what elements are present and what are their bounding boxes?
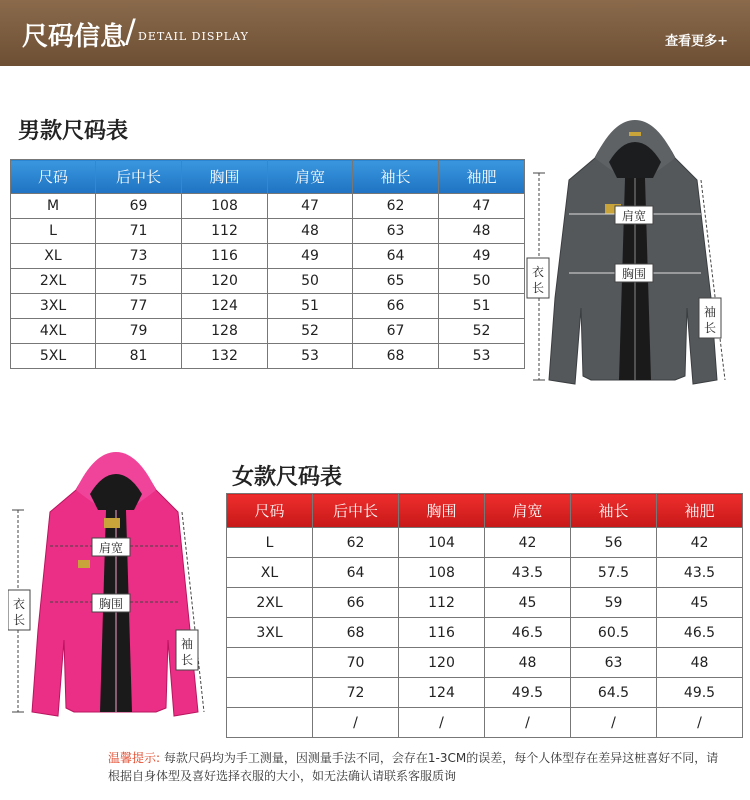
table-cell: 81 (96, 344, 182, 369)
table-row (11, 194, 525, 219)
table-cell: 4XL (11, 319, 96, 344)
table-cell: 68 (313, 618, 399, 648)
table-cell: 108 (399, 558, 485, 588)
table-cell: 47 (439, 194, 525, 219)
note-prefix: 温馨提示: (108, 751, 161, 765)
header-bar (0, 0, 750, 66)
table-cell: L (11, 219, 96, 244)
table-cell: 73 (96, 244, 182, 269)
size-note (108, 749, 728, 785)
table-cell: 42 (657, 528, 743, 558)
table-cell: 43.5 (657, 558, 743, 588)
table-cell: M (11, 194, 96, 219)
table-cell: 49 (439, 244, 525, 269)
table-cell: / (571, 708, 657, 738)
table-row (227, 618, 743, 648)
table-cell: / (485, 708, 571, 738)
table-cell: 63 (353, 219, 439, 244)
table-cell: 64 (353, 244, 439, 269)
women-column-header: 肩宽 (485, 494, 571, 528)
women-column-header: 胸围 (399, 494, 485, 528)
table-cell: 60.5 (571, 618, 657, 648)
men-length-label: 衣 (531, 265, 545, 279)
table-cell: 112 (399, 588, 485, 618)
table-cell: 64.5 (571, 678, 657, 708)
table-cell: 112 (182, 219, 268, 244)
table-cell: 62 (353, 194, 439, 219)
men-jacket-image (525, 118, 740, 390)
men-sleeve-label: 袖 (703, 305, 717, 319)
table-cell: 51 (439, 294, 525, 319)
men-column-header: 袖肥 (439, 160, 525, 194)
table-cell: 53 (268, 344, 353, 369)
table-cell: 72 (313, 678, 399, 708)
table-cell: 46.5 (485, 618, 571, 648)
table-cell: 77 (96, 294, 182, 319)
table-cell: 48 (268, 219, 353, 244)
table-cell: 59 (571, 588, 657, 618)
table-row (227, 648, 743, 678)
table-cell: 3XL (227, 618, 313, 648)
table-cell: 50 (268, 269, 353, 294)
table-row (227, 528, 743, 558)
table-cell: 57.5 (571, 558, 657, 588)
table-cell: 62 (313, 528, 399, 558)
women-column-header: 袖肥 (657, 494, 743, 528)
svg-text:长: 长 (703, 321, 717, 335)
table-cell: XL (11, 244, 96, 269)
table-cell (227, 678, 313, 708)
table-cell: 104 (399, 528, 485, 558)
table-cell: 50 (439, 269, 525, 294)
men-column-header: 后中长 (96, 160, 182, 194)
men-shoulder-label: 肩宽 (621, 209, 647, 223)
svg-text:长: 长 (12, 613, 26, 627)
table-cell: 3XL (11, 294, 96, 319)
women-chest-label: 胸围 (98, 597, 124, 611)
table-cell: 49.5 (485, 678, 571, 708)
men-column-header: 肩宽 (268, 160, 353, 194)
table-cell: / (399, 708, 485, 738)
table-cell: / (657, 708, 743, 738)
table-cell: 49 (268, 244, 353, 269)
table-row (11, 294, 525, 319)
table-row (11, 319, 525, 344)
table-cell: 120 (399, 648, 485, 678)
table-row (11, 344, 525, 369)
table-cell: 43.5 (485, 558, 571, 588)
table-cell: 67 (353, 319, 439, 344)
table-cell: 49.5 (657, 678, 743, 708)
view-more-link[interactable]: 查看更多+ (665, 34, 728, 49)
women-sleeve-label: 袖 (180, 637, 194, 651)
table-row (11, 269, 525, 294)
women-size-title: 女款尺码表 (232, 465, 343, 490)
table-cell: L (227, 528, 313, 558)
table-cell: 66 (353, 294, 439, 319)
table-cell: 69 (96, 194, 182, 219)
table-cell: 64 (313, 558, 399, 588)
table-cell: 70 (313, 648, 399, 678)
svg-text:长: 长 (180, 653, 194, 667)
table-row (227, 588, 743, 618)
table-cell: 124 (399, 678, 485, 708)
table-cell: 42 (485, 528, 571, 558)
men-chest-label: 胸围 (621, 267, 647, 281)
table-cell: 66 (313, 588, 399, 618)
table-cell: 68 (353, 344, 439, 369)
table-cell: / (313, 708, 399, 738)
table-cell: 65 (353, 269, 439, 294)
table-cell: 71 (96, 219, 182, 244)
table-cell: 48 (657, 648, 743, 678)
page-title: 尺码信息 (22, 22, 127, 52)
table-cell: 75 (96, 269, 182, 294)
men-column-header: 胸围 (182, 160, 268, 194)
table-cell: 48 (439, 219, 525, 244)
table-cell: 47 (268, 194, 353, 219)
women-size-table (226, 493, 743, 738)
table-row (227, 678, 743, 708)
table-cell (227, 708, 313, 738)
table-cell: 52 (439, 319, 525, 344)
table-cell: 53 (439, 344, 525, 369)
women-jacket-image (8, 450, 218, 722)
table-row (227, 708, 743, 738)
table-cell: XL (227, 558, 313, 588)
table-cell: 5XL (11, 344, 96, 369)
table-cell (227, 648, 313, 678)
table-row (11, 244, 525, 269)
table-cell: 79 (96, 319, 182, 344)
table-cell: 128 (182, 319, 268, 344)
svg-text:长: 长 (531, 281, 545, 295)
table-cell: 52 (268, 319, 353, 344)
table-row (227, 558, 743, 588)
women-column-header: 袖长 (571, 494, 657, 528)
table-cell: 45 (657, 588, 743, 618)
table-row (11, 219, 525, 244)
table-cell: 51 (268, 294, 353, 319)
table-cell: 45 (485, 588, 571, 618)
men-column-header: 袖长 (353, 160, 439, 194)
table-cell: 48 (485, 648, 571, 678)
table-cell: 132 (182, 344, 268, 369)
table-cell: 2XL (11, 269, 96, 294)
table-cell: 124 (182, 294, 268, 319)
women-shoulder-label: 肩宽 (98, 541, 124, 555)
table-cell: 2XL (227, 588, 313, 618)
men-column-header: 尺码 (11, 160, 96, 194)
table-cell: 108 (182, 194, 268, 219)
men-size-title: 男款尺码表 (18, 119, 129, 144)
title-divider: / (125, 12, 136, 50)
men-size-table (10, 159, 525, 369)
table-cell: 63 (571, 648, 657, 678)
women-column-header: 尺码 (227, 494, 313, 528)
women-length-label: 衣 (12, 597, 26, 611)
note-text: 每款尺码均为手工测量，因测量手法不同，会存在1-3CM的误差，每个人体型存在差异这桩喜好不同，请根据自身体型及喜好选择衣服的大小，如无法确认请联系客服质询 (108, 751, 719, 783)
table-cell: 46.5 (657, 618, 743, 648)
table-cell: 116 (182, 244, 268, 269)
table-cell: 120 (182, 269, 268, 294)
women-column-header: 后中长 (313, 494, 399, 528)
table-cell: 116 (399, 618, 485, 648)
table-cell: 56 (571, 528, 657, 558)
page-subtitle: DETAIL DISPLAY (138, 30, 249, 43)
